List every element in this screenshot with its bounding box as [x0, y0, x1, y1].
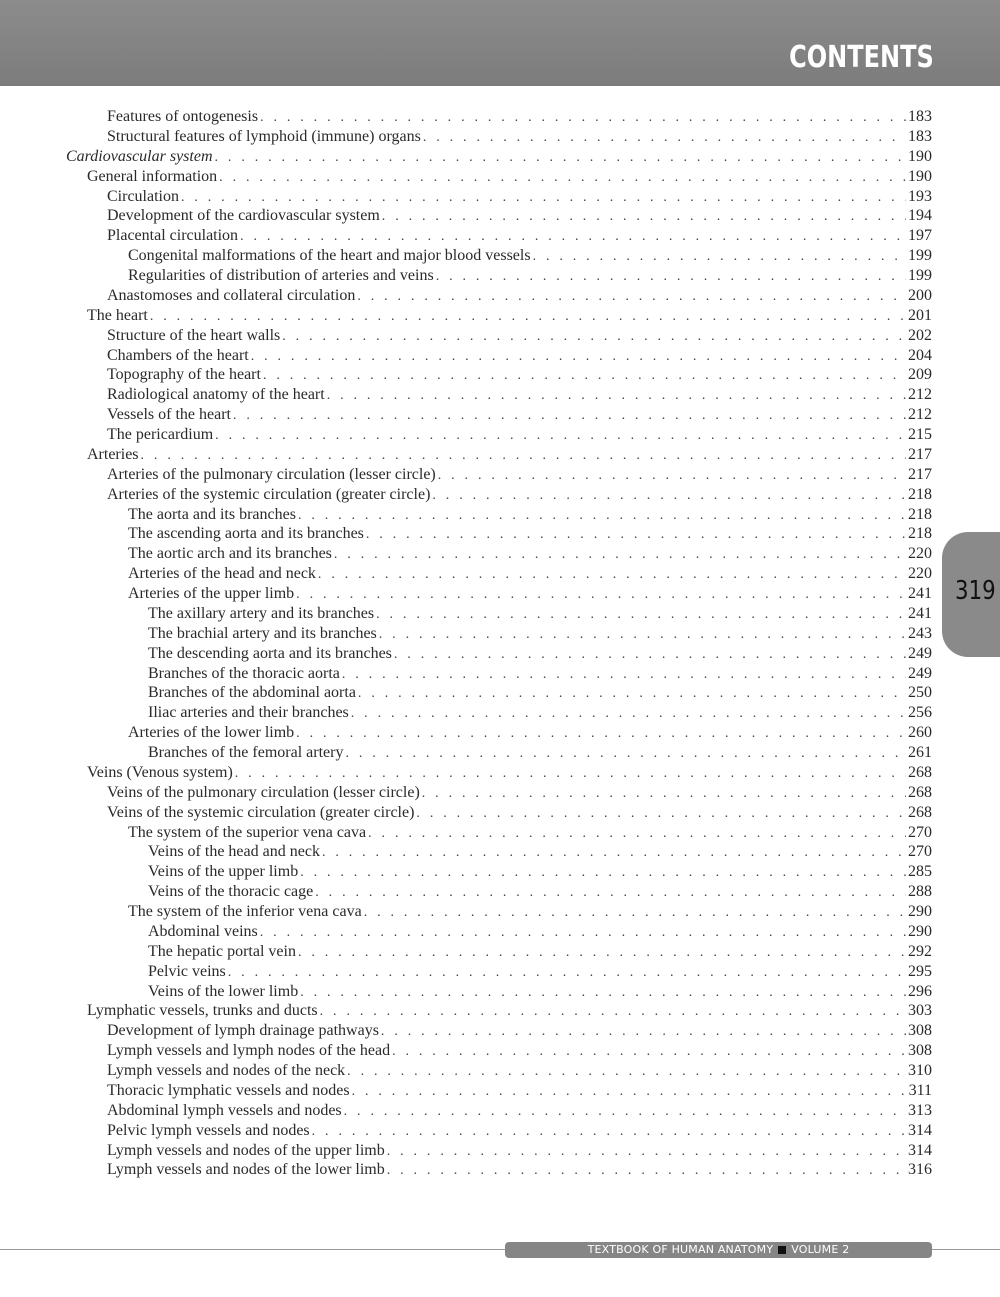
toc-entry	[66, 882, 932, 902]
toc-entry	[66, 962, 932, 982]
toc-entry-title: Veins of the head and neck	[148, 843, 320, 861]
page-title: CONTENTS	[789, 40, 934, 75]
toc-dot-leader	[219, 168, 906, 188]
toc-entry-title: Veins of the upper limb	[148, 863, 299, 881]
toc-entry	[66, 664, 932, 684]
toc-entry-title: Arteries of the lower limb	[128, 724, 295, 742]
toc-entry	[66, 1041, 932, 1061]
toc-entry	[66, 902, 932, 922]
toc-entry-title: Abdominal veins	[148, 922, 258, 940]
toc-dot-leader	[150, 307, 906, 327]
toc-dot-leader	[352, 1082, 907, 1102]
toc-entry-page: 197	[908, 227, 932, 245]
toc-entry	[66, 1160, 932, 1180]
toc-entry-page: 212	[908, 386, 932, 404]
toc-entry-page: 268	[908, 763, 932, 781]
toc-entry-title: Veins of the lower limb	[148, 982, 299, 1000]
toc-dot-leader	[347, 1062, 906, 1082]
toc-entry	[66, 445, 932, 465]
toc-entry-page: 313	[908, 1101, 932, 1119]
toc-entry	[66, 167, 932, 187]
toc-dot-leader	[357, 287, 906, 307]
toc-entry-title: Radiological anatomy of the heart	[107, 386, 325, 404]
toc-entry	[66, 783, 932, 803]
toc-entry	[66, 743, 932, 763]
toc-entry-title: Branches of the thoracic aorta	[148, 664, 340, 682]
toc-dot-leader	[215, 148, 906, 168]
toc-entry	[66, 425, 932, 445]
toc-entry	[66, 922, 932, 942]
toc-entry-page: 308	[908, 1042, 932, 1060]
toc-dot-leader	[298, 506, 906, 526]
toc-entry	[66, 1021, 932, 1041]
toc-entry	[66, 842, 932, 862]
toc-dot-leader	[215, 426, 906, 446]
toc-entry-title: Veins of the thoracic cage	[148, 883, 314, 901]
toc-entry	[66, 584, 932, 604]
toc-dot-leader	[334, 545, 906, 565]
footer-book-title: TEXTBOOK OF HUMAN ANATOMY	[587, 1243, 774, 1256]
toc-entry-title: Structure of the heart walls	[107, 326, 281, 344]
toc-entry-page: 268	[908, 803, 932, 821]
toc-dot-leader	[260, 923, 906, 943]
toc-entry-page: 290	[908, 903, 932, 920]
toc-entry-page: 190	[908, 147, 932, 165]
toc-dot-leader	[394, 645, 906, 665]
toc-entry-page: 270	[908, 843, 932, 861]
toc-entry-title: The hepatic portal vein	[148, 942, 296, 960]
toc-entry	[66, 604, 932, 624]
toc-entry-title: Vessels of the heart	[107, 406, 231, 424]
toc-entry-title: Topography of the heart	[107, 366, 261, 384]
toc-dot-leader	[379, 625, 906, 645]
toc-entry-title: Chambers of the heart	[107, 346, 249, 364]
toc-entry-title: The axillary artery and its branches	[148, 604, 375, 622]
toc-dot-leader	[300, 983, 906, 1003]
toc-entry-title: The ascending aorta and its branches	[128, 525, 364, 543]
toc-entry-page: 285	[908, 863, 932, 881]
toc-entry-page: 256	[908, 704, 932, 722]
toc-dot-leader	[322, 843, 906, 863]
toc-entry	[66, 823, 932, 843]
toc-dot-leader	[233, 406, 906, 426]
toc-entry-page: 215	[908, 426, 932, 443]
toc-dot-leader	[228, 963, 906, 983]
toc-entry-page: 199	[908, 267, 932, 284]
toc-dot-leader	[282, 327, 906, 347]
toc-entry	[66, 1141, 932, 1161]
toc-entry-title: Iliac arteries and their branches	[148, 704, 349, 722]
toc-entry-page: 183	[908, 108, 932, 125]
toc-entry-page: 202	[908, 326, 932, 344]
toc-dot-leader	[263, 366, 906, 386]
toc-entry-page: 212	[908, 406, 932, 424]
toc-entry-title: General information	[87, 167, 218, 185]
toc-entry-page: 308	[908, 1022, 932, 1040]
toc-entry-title: Pelvic lymph vessels and nodes	[107, 1121, 310, 1139]
toc-entry-page: 249	[908, 644, 932, 662]
toc-entry-title: Thoracic lymphatic vessels and nodes	[107, 1081, 350, 1099]
toc-dot-leader	[235, 764, 906, 784]
footer-label	[505, 1242, 932, 1258]
toc-entry	[66, 326, 932, 346]
toc-dot-leader	[344, 1102, 906, 1122]
toc-dot-leader	[392, 1042, 906, 1062]
toc-dot-leader	[358, 684, 906, 704]
toc-entry-page: 199	[908, 247, 932, 265]
toc-dot-leader	[368, 824, 906, 844]
toc-dot-leader	[436, 267, 906, 287]
toc-dot-leader	[312, 1122, 906, 1142]
toc-dot-leader	[533, 247, 906, 267]
toc-entry-title: Branches of the abdominal aorta	[148, 684, 356, 702]
toc-entry-title: The aortic arch and its branches	[128, 545, 332, 563]
toc-entry-page: 270	[908, 823, 932, 841]
toc-entry-page: 218	[908, 485, 932, 503]
toc-entry-page: 268	[908, 783, 932, 801]
toc-entry-title: Congenital malformations of the heart and major blood vessels	[128, 247, 531, 265]
toc-entry-page: 220	[908, 565, 932, 583]
toc-entry-title: The descending aorta and its branches	[148, 644, 392, 662]
table-of-contents	[66, 107, 932, 1180]
toc-entry	[66, 862, 932, 882]
toc-dot-leader	[240, 227, 906, 247]
toc-entry	[66, 723, 932, 743]
toc-entry	[66, 485, 932, 505]
toc-entry-page: 290	[908, 922, 932, 940]
toc-entry	[66, 1001, 932, 1021]
toc-entry-title: Development of lymph drainage pathways	[107, 1022, 379, 1040]
toc-entry-title: Lymph vessels and nodes of the upper limb	[107, 1141, 385, 1159]
toc-entry	[66, 187, 932, 207]
toc-entry-page: 250	[908, 684, 932, 702]
toc-entry-page: 314	[908, 1141, 932, 1159]
toc-entry-title: Features of ontogenesis	[107, 108, 259, 125]
toc-entry-title: Structural features of lymphoid (immune) organs	[107, 127, 421, 145]
toc-entry-title: Veins (Venous system)	[87, 763, 233, 781]
toc-entry	[66, 763, 932, 783]
toc-entry	[66, 505, 932, 525]
page-number: 319	[955, 576, 996, 606]
toc-entry-page: 218	[908, 525, 932, 543]
toc-dot-leader	[296, 724, 906, 744]
toc-entry	[66, 266, 932, 286]
toc-entry-page: 217	[908, 465, 932, 483]
toc-entry-title: The pericardium	[107, 426, 214, 443]
toc-entry	[66, 544, 932, 564]
toc-entry-title: Arteries of the upper limb	[128, 585, 295, 602]
toc-dot-leader	[320, 1002, 906, 1022]
toc-dot-leader	[327, 386, 906, 406]
toc-entry	[66, 226, 932, 246]
toc-entry	[66, 127, 932, 147]
toc-entry	[66, 942, 932, 962]
toc-entry	[66, 405, 932, 425]
toc-dot-leader	[141, 446, 906, 466]
toc-dot-leader	[438, 466, 906, 486]
toc-entry-page: 200	[908, 286, 932, 304]
toc-entry-page: 260	[908, 724, 932, 742]
toc-dot-leader	[315, 883, 906, 903]
toc-entry-page: 243	[908, 624, 932, 642]
toc-dot-leader	[382, 207, 906, 227]
toc-entry	[66, 1081, 932, 1101]
footer-volume: VOLUME 2	[791, 1243, 850, 1256]
toc-entry	[66, 465, 932, 485]
toc-entry	[66, 624, 932, 644]
toc-dot-leader	[387, 1142, 906, 1162]
toc-entry-page: 292	[908, 942, 932, 960]
toc-entry-page: 218	[908, 505, 932, 523]
toc-entry-title: Arteries of the head and neck	[128, 565, 316, 583]
toc-entry-title: Branches of the femoral artery	[148, 744, 344, 761]
toc-entry-title: Arteries	[87, 445, 139, 463]
toc-dot-leader	[345, 744, 906, 764]
toc-entry	[66, 1121, 932, 1141]
toc-entry-title: Veins of the pulmonary circulation (lesser circle)	[107, 783, 420, 801]
toc-dot-leader	[251, 347, 906, 367]
toc-entry-title: Lymph vessels and lymph nodes of the head	[107, 1042, 391, 1060]
toc-entry-title: Arteries of the systemic circulation (greater circle)	[107, 485, 431, 503]
toc-entry	[66, 346, 932, 366]
toc-entry-page: 316	[908, 1161, 932, 1179]
toc-entry	[66, 107, 932, 127]
toc-entry-page: 194	[908, 207, 932, 225]
toc-entry-title: Placental circulation	[107, 227, 239, 245]
toc-dot-leader	[260, 108, 906, 128]
toc-entry	[66, 644, 932, 664]
toc-entry-page: 241	[908, 604, 932, 622]
toc-entry-title: Lymph vessels and nodes of the neck	[107, 1062, 346, 1079]
toc-entry-page: 241	[908, 585, 932, 602]
toc-dot-leader	[381, 1022, 906, 1042]
toc-entry	[66, 306, 932, 326]
toc-entry-page: 296	[908, 982, 932, 1000]
toc-dot-leader	[181, 188, 906, 208]
toc-entry-page: 190	[908, 167, 932, 185]
toc-entry-page: 193	[908, 187, 932, 205]
toc-entry	[66, 1101, 932, 1121]
toc-entry	[66, 703, 932, 723]
toc-dot-leader	[298, 943, 906, 963]
toc-entry-title: The aorta and its branches	[128, 505, 296, 523]
toc-entry	[66, 982, 932, 1002]
toc-dot-leader	[416, 804, 906, 824]
toc-entry-page: 311	[908, 1081, 932, 1099]
toc-entry-title: The brachial artery and its branches	[148, 624, 377, 642]
toc-entry-title: Development of the cardiovascular system	[107, 207, 380, 225]
toc-entry-title: Cardiovascular system	[66, 147, 213, 165]
toc-dot-leader	[387, 1161, 906, 1181]
toc-entry	[66, 1061, 932, 1081]
square-bullet-icon	[778, 1246, 786, 1254]
toc-entry	[66, 524, 932, 544]
toc-entry-page: 201	[908, 306, 932, 324]
toc-entry-page: 209	[908, 366, 932, 384]
toc-entry-page: 217	[908, 445, 932, 463]
toc-entry-title: Lymph vessels and nodes of the lower limb	[107, 1161, 385, 1179]
toc-entry-page: 249	[908, 664, 932, 682]
toc-entry-page: 261	[908, 744, 932, 761]
toc-dot-leader	[342, 665, 906, 685]
toc-dot-leader	[364, 903, 906, 923]
toc-dot-leader	[432, 486, 906, 506]
toc-entry-page: 310	[908, 1062, 932, 1079]
toc-dot-leader	[318, 565, 906, 585]
toc-dot-leader	[351, 704, 906, 724]
toc-entry-page: 183	[908, 127, 932, 145]
toc-entry-title: Circulation	[107, 187, 179, 205]
toc-entry	[66, 365, 932, 385]
toc-entry	[66, 286, 932, 306]
toc-dot-leader	[376, 605, 906, 625]
toc-entry-title: Anastomoses and collateral circulation	[107, 286, 356, 304]
toc-entry	[66, 564, 932, 584]
toc-dot-leader	[300, 863, 906, 883]
toc-entry-title: Veins of the systemic circulation (greater circle)	[107, 803, 415, 821]
toc-entry	[66, 147, 932, 167]
toc-entry	[66, 246, 932, 266]
toc-entry-title: The system of the superior vena cava	[128, 823, 367, 841]
toc-dot-leader	[366, 525, 906, 545]
toc-entry-title: Regularities of distribution of arteries and veins	[128, 267, 434, 284]
toc-entry-page: 314	[908, 1121, 932, 1139]
toc-entry	[66, 803, 932, 823]
toc-entry-title: Arteries of the pulmonary circulation (lesser circle)	[107, 465, 436, 483]
toc-entry	[66, 385, 932, 405]
toc-entry-title: The heart	[87, 306, 148, 324]
toc-entry-page: 204	[908, 346, 932, 364]
toc-entry-page: 220	[908, 545, 932, 563]
toc-entry	[66, 683, 932, 703]
toc-entry-page: 303	[908, 1002, 932, 1020]
toc-dot-leader	[423, 128, 906, 148]
toc-entry-title: Lymphatic vessels, trunks and ducts	[87, 1002, 318, 1020]
toc-entry-page: 288	[908, 883, 932, 901]
toc-entry-title: Pelvic veins	[148, 962, 226, 980]
toc-entry-page: 295	[908, 962, 932, 980]
toc-entry-title: The system of the inferior vena cava	[128, 903, 362, 920]
toc-entry-title: Abdominal lymph vessels and nodes	[107, 1101, 342, 1119]
toc-dot-leader	[296, 585, 906, 605]
toc-dot-leader	[422, 784, 906, 804]
toc-entry	[66, 206, 932, 226]
